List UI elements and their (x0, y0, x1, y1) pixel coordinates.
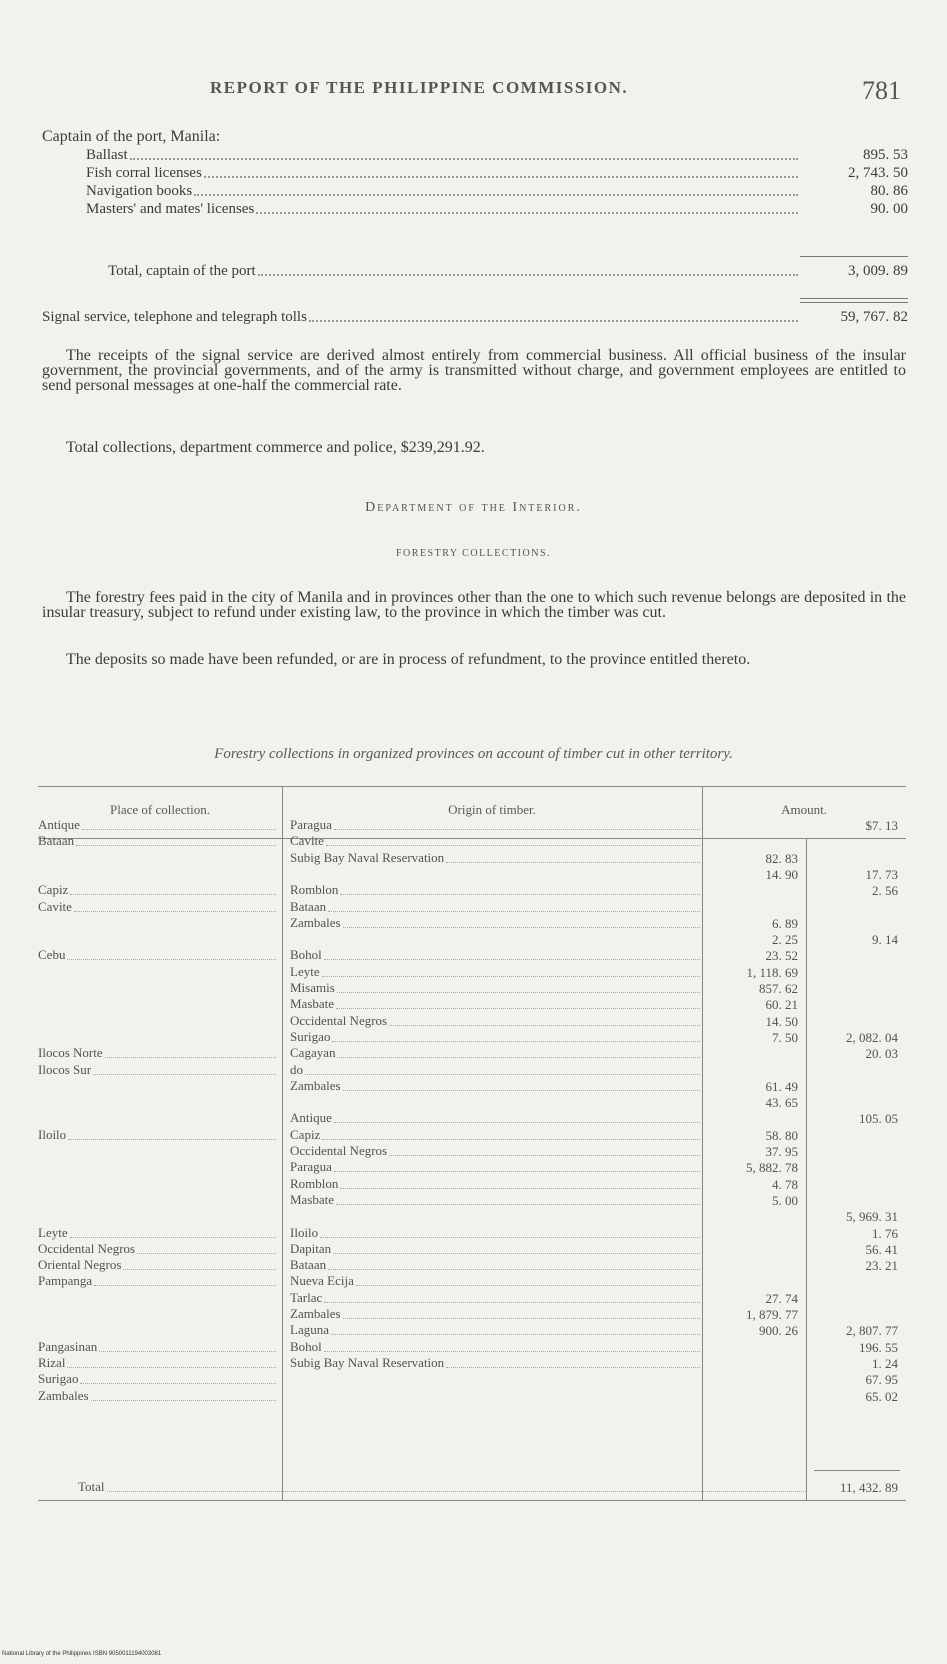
origin-cell: do (290, 1063, 700, 1078)
origin-cell: Surigao (290, 1030, 700, 1045)
place-cell: Ilocos Norte (38, 1046, 276, 1061)
origin-cell: Bataan (290, 900, 700, 915)
total-amount-cell: 105. 05 (859, 1111, 898, 1127)
origin-cell: Leyte (290, 965, 700, 980)
column-divider (282, 786, 283, 1500)
origin-cell: Misamis (290, 981, 700, 996)
sub-amount-cell: 7. 50 (772, 1029, 798, 1045)
sub-amount-cell: 82. 83 (765, 850, 798, 866)
sub-amount-cell: 857. 62 (759, 981, 798, 996)
place-cell: Cavite (38, 900, 276, 915)
place-cell: Cebu (38, 948, 276, 963)
signal-service-line: Signal service, telephone and telegraph tolls 59, 767. 82 (42, 309, 908, 325)
origin-cell: Zambales (290, 1079, 700, 1094)
sub-amount-cell: 60. 21 (765, 997, 798, 1013)
origin-cell: Occidental Negros (290, 1014, 700, 1029)
origin-cell: Laguna (290, 1323, 700, 1338)
sub-amount-cell: 1, 118. 69 (746, 964, 798, 980)
sub-amount-cell: 58. 80 (765, 1127, 798, 1143)
origin-cell: Paragua (290, 818, 700, 833)
total-amount-cell: 2, 082. 04 (846, 1029, 898, 1045)
paragraph-forestry-fees: The forestry fees paid in the city of Manila and in provinces other than the one to which such revenue belongs are deposited in the insular treasury, subject to refund under existing law, to the province in which the timber was cut. (42, 589, 906, 621)
place-cell: Occidental Negros (38, 1242, 276, 1257)
sub-amount-cell: 5. 00 (772, 1192, 798, 1208)
sub-amount-cell: 27. 74 (765, 1290, 798, 1306)
header-amount: Amount. (781, 802, 827, 817)
total-amount-cell: 56. 41 (865, 1241, 898, 1257)
total-row-label: Total (78, 1480, 806, 1495)
origin-cell: Paragua (290, 1160, 700, 1175)
sum-rule (800, 256, 908, 257)
origin-cell: Cagayan (290, 1046, 700, 1061)
total-amount-cell: 2. 56 (872, 883, 898, 899)
running-header: REPORT OF THE PHILIPPINE COMMISSION. (210, 78, 629, 97)
header-place: Place of collection. (110, 802, 210, 817)
page-number: 781 (862, 76, 901, 105)
origin-cell: Antique (290, 1111, 700, 1126)
port-heading: Captain of the port, Manila: (42, 128, 221, 145)
table-bottom-rule (38, 1500, 906, 1501)
department-heading: Department of the Interior. (365, 500, 582, 515)
port-item: Masters' and mates' licenses 90. 00 (86, 201, 908, 217)
table-top-rule (38, 786, 906, 787)
total-amount-cell: 2, 807. 77 (846, 1323, 898, 1339)
place-cell: Zambales (38, 1389, 276, 1404)
origin-cell: Zambales (290, 1307, 700, 1322)
total-amount-cell: 9. 14 (872, 932, 898, 948)
origin-cell: Capiz (290, 1128, 700, 1143)
origin-cell: Subig Bay Naval Reservation (290, 1356, 700, 1371)
sub-amount-cell: 23. 52 (765, 948, 798, 964)
port-item: Fish corral licenses 2, 743. 50 (86, 165, 908, 181)
origin-cell: Bohol (290, 1340, 700, 1355)
port-item: Navigation books 80. 86 (86, 183, 908, 199)
place-cell: Oriental Negros (38, 1258, 276, 1273)
total-amount-cell: 1. 24 (872, 1355, 898, 1371)
sub-amount-cell: 2. 25 (772, 932, 798, 948)
origin-cell: Masbate (290, 1193, 700, 1208)
origin-cell: Occidental Negros (290, 1144, 700, 1159)
origin-cell: Tarlac (290, 1291, 700, 1306)
paragraph-signal-receipts: The receipts of the signal service are derived almost entirely from commercial business. All official business of the insular government, the provincial governments, and of the army is transmitted without charge, and government employees are entitled to send personal messages at one-half the commercial rate. (42, 347, 906, 394)
origin-cell: Romblon (290, 883, 700, 898)
origin-cell: Nueva Ecija (290, 1274, 700, 1289)
total-amount-cell: $7. 13 (865, 818, 898, 833)
total-amount-cell: 5, 969. 31 (846, 1209, 898, 1225)
total-amount-cell: 65. 02 (865, 1388, 898, 1404)
total-rule (814, 1470, 900, 1471)
origin-cell: Bataan (290, 1258, 700, 1273)
port-total: Total, captain of the port 3, 009. 89 (108, 263, 908, 279)
sub-amount-cell: 14. 50 (765, 1013, 798, 1029)
header-origin: Origin of timber. (448, 802, 536, 817)
column-divider (806, 838, 807, 1500)
sub-amount-cell: 5, 882. 78 (746, 1160, 798, 1176)
footer-note: National Library of the Philippines ISBN 9050011194003081 (2, 1651, 162, 1657)
paragraph-total-collections: Total collections, department commerce and police, $239,291.92. (66, 439, 485, 456)
sub-amount-cell: 37. 95 (765, 1144, 798, 1159)
sub-amount-cell: 6. 89 (772, 915, 798, 931)
table-caption: Forestry collections in organized provinces on account of timber cut in other territory. (214, 746, 733, 762)
column-divider (702, 786, 703, 1500)
sub-amount-cell: 43. 65 (765, 1095, 798, 1111)
sum-rule (800, 298, 908, 299)
place-cell: Bataan (38, 834, 276, 849)
sub-amount-cell: 61. 49 (765, 1078, 798, 1094)
place-cell: Antique (38, 818, 276, 833)
total-amount-cell: 196. 55 (859, 1339, 898, 1355)
origin-cell: Dapitan (290, 1242, 700, 1257)
port-item: Ballast 895. 53 (86, 147, 908, 163)
total-amount-cell: 20. 03 (865, 1046, 898, 1062)
origin-cell: Masbate (290, 997, 700, 1012)
place-cell: Ilocos Sur (38, 1063, 276, 1078)
place-cell: Rizal (38, 1356, 276, 1371)
place-cell: Pampanga (38, 1274, 276, 1289)
forestry-heading: FORESTRY COLLECTIONS. (395, 548, 552, 559)
sub-amount-cell: 14. 90 (765, 866, 798, 882)
origin-cell: Romblon (290, 1177, 700, 1192)
total-amount-cell: 17. 73 (865, 866, 898, 882)
place-cell: Capiz (38, 883, 276, 898)
total-amount-cell: 1. 76 (872, 1225, 898, 1241)
paragraph-deposits: The deposits so made have been refunded, or are in process of refundment, to the province entitled thereto. (66, 651, 751, 668)
sub-amount-cell: 1, 879. 77 (746, 1307, 798, 1322)
origin-cell: Bohol (290, 948, 700, 963)
place-cell: Leyte (38, 1226, 276, 1241)
total-amount-cell: 67. 95 (865, 1372, 898, 1388)
origin-cell: Iloilo (290, 1226, 700, 1241)
place-cell: Pangasinan (38, 1340, 276, 1355)
forestry-collections-table (38, 784, 906, 1502)
sum-rule (800, 302, 908, 303)
place-cell: Surigao (38, 1372, 276, 1387)
sub-amount-cell: 4. 78 (772, 1176, 798, 1192)
origin-cell: Subig Bay Naval Reservation (290, 851, 700, 866)
sub-amount-cell: 900. 26 (759, 1323, 798, 1339)
total-amount-cell: 23. 21 (865, 1258, 898, 1274)
grand-total: 11, 432. 89 (839, 1480, 898, 1495)
origin-cell: Zambales (290, 916, 700, 931)
place-cell: Iloilo (38, 1128, 276, 1143)
origin-cell: Cavite (290, 834, 700, 849)
